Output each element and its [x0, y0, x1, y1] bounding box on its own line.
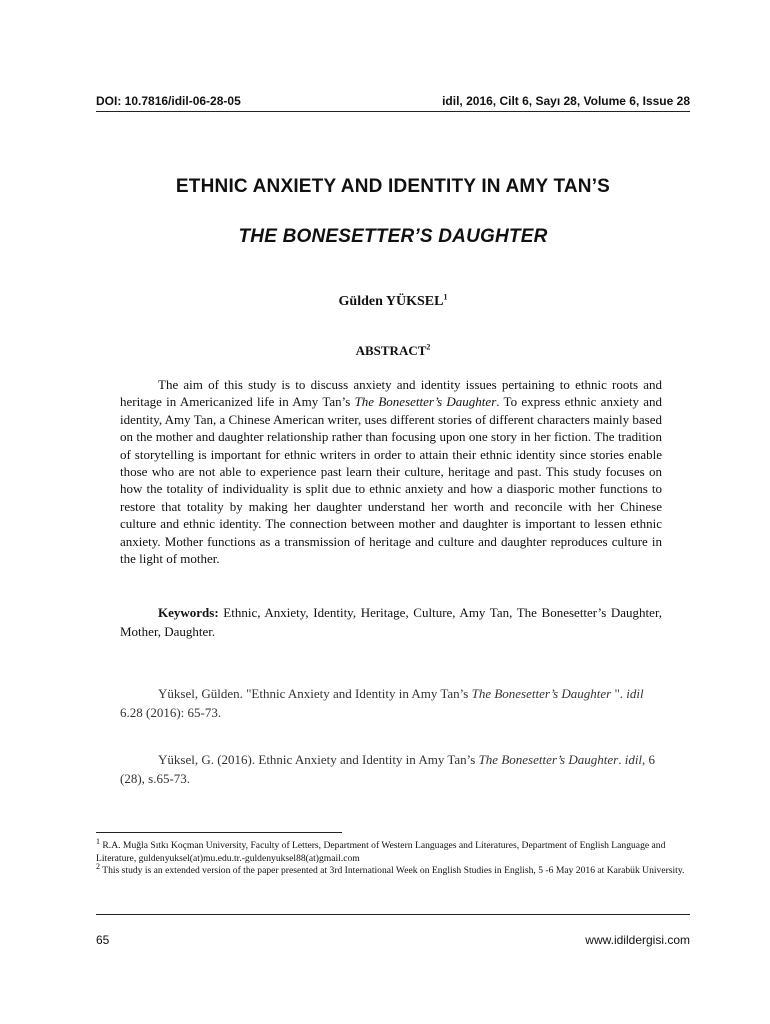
author-name-text: Gülden YÜKSEL: [338, 294, 444, 309]
footnote-1: [96, 836, 690, 865]
keywords-paragraph: [120, 603, 662, 641]
citation-apa-part3: , 6 (28), s.65-73.: [120, 752, 656, 786]
keywords-label: Keywords:: [158, 605, 219, 620]
citation-mla-title: The Bonesetter’s Daughter: [471, 686, 612, 701]
abstract-text-part2: . To express ethnic anxiety and identity, Amy Tan, a Chinese American writer, uses different stories of different characters mainly based on the mother and daughter relationship rather than focusing upon one story in her fiction. The tradition of storytelling is important for ethnic writers in order to attain their ethnic identity since stories enable those who are not able to experience past learn their culture, heritage and past. This study focuses on how the totality of individuality is split due to ethnic anxiety and how a diasporic mother functions to restore that totality by making her daughter understand her worth and reconcile with her Chinese culture and ethnic identity. The connection between mother and daughter is important to lessen ethnic anxiety. Mother functions as a transmission of heritage and culture and daughter reproduces culture in the light of mother.: [120, 394, 662, 567]
citation-mla: [120, 684, 662, 722]
footnote-1-text: R.A. Muğla Sıtkı Koçman University, Faculty of Letters, Department of Western Languages and Literatures, Department of English Language and Literature, guldenyuksel(at)mu.edu.tr.-guldenyuksel88(at)gmail.com: [96, 840, 666, 864]
paper-title-line2: THE BONESETTER’S DAUGHTER: [238, 226, 548, 247]
doi-label: DOI: 10.7816/idil-06-28-05: [96, 94, 241, 108]
paper-title-line1: ETHNIC ANXIETY AND IDENTITY IN AMY TAN’S: [175, 176, 611, 197]
citation-apa-title: The Bonesetter’s Daughter: [478, 752, 619, 767]
header-divider: [96, 111, 690, 112]
page-footer: [96, 933, 690, 947]
citation-mla-part3: 6.28 (2016): 65-73.: [120, 705, 222, 720]
citation-apa-part2: .: [618, 752, 625, 767]
abstract-text-part1: The aim of this study is to discuss anxiety and identity issues pertaining to ethnic roots and heritage in Americanized life in Amy Tan’s: [120, 377, 662, 410]
footnote-2: [96, 862, 690, 878]
footnotes: [96, 836, 690, 878]
citation-mla-part2: ".: [611, 686, 627, 701]
citation-mla-part1: Yüksel, Gülden. "Ethnic Anxiety and Identity in Amy Tan’s: [158, 686, 472, 701]
journal-website: www.idildergisi.com: [585, 933, 690, 947]
abstract-footnote-mark: 2: [426, 342, 431, 352]
author-name: [96, 294, 690, 310]
citation-apa: [120, 750, 662, 788]
abstract-heading: [96, 343, 690, 359]
footnote-2-mark: 2: [96, 862, 100, 871]
footnote-1-mark: 1: [96, 836, 100, 846]
footnote-divider: [96, 832, 342, 833]
abstract-body: [120, 376, 662, 567]
page-header: [96, 93, 690, 109]
author-footnote-mark: 1: [443, 292, 448, 302]
footer-divider: [96, 914, 690, 915]
citation-apa-journal: idil: [624, 752, 643, 767]
abstract-heading-text: ABSTRACT: [355, 343, 427, 358]
page-number: 65: [96, 933, 110, 947]
citation-apa-part1: Yüksel, G. (2016). Ethnic Anxiety and Identity in Amy Tan’s: [158, 752, 479, 767]
citation-mla-journal: idil: [626, 686, 644, 701]
keywords-list: Ethnic, Anxiety, Identity, Heritage, Culture, Amy Tan, The Bonesetter’s Daughter, Mother, Daughter.: [120, 605, 662, 639]
abstract-book-title: The Bonesetter’s Daughter: [354, 394, 497, 410]
footnote-2-text: This study is an extended version of the paper presented at 3rd International Week on English Studies in English, 5 -6 May 2016 at Karabük University.: [100, 865, 685, 877]
journal-issue-label: idil, 2016, Cilt 6, Sayı 28, Volume 6, Issue 28: [442, 94, 690, 108]
